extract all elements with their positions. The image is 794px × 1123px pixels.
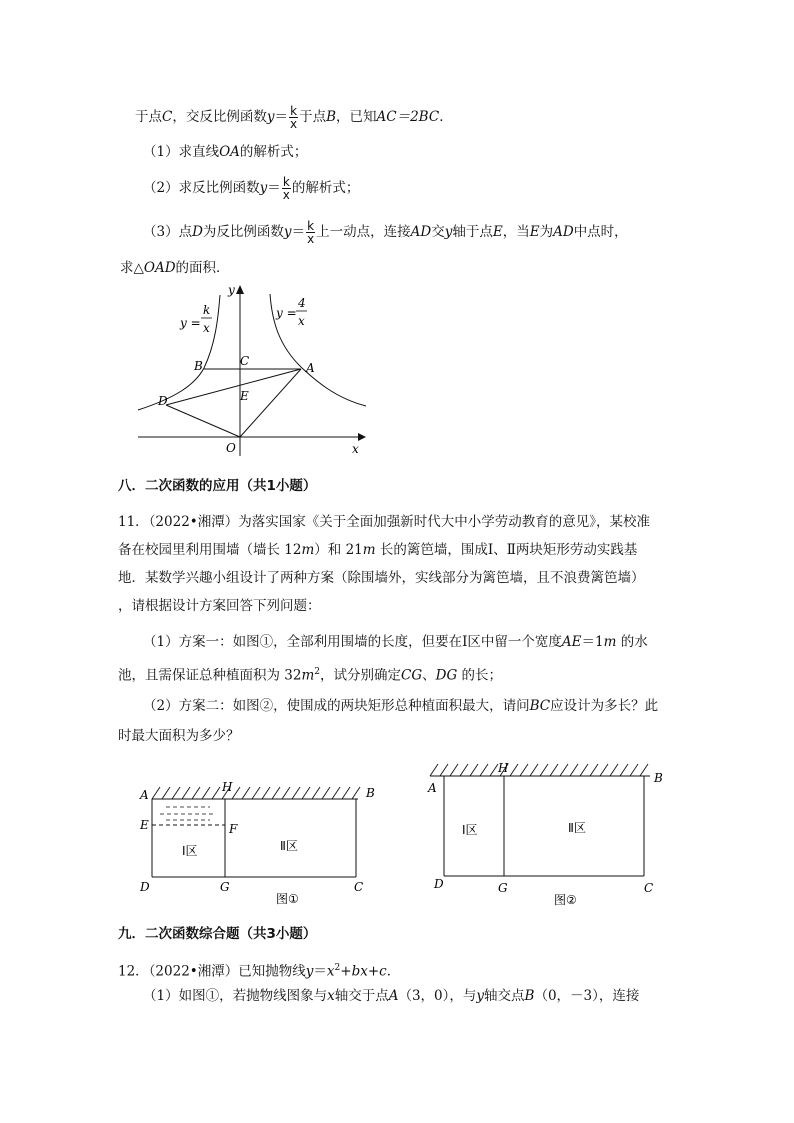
- text: 为落实国家《关于全面加强新时代大中小学劳动教育的意见》，某校准: [238, 514, 651, 530]
- text: 的解析式；: [291, 180, 360, 196]
- label-g: G: [498, 881, 508, 895]
- q12-line1: [118, 958, 400, 982]
- point-label: B: [524, 988, 535, 1004]
- text: ．: [386, 963, 401, 980]
- text: ）和 21: [314, 542, 363, 558]
- var-b: b: [351, 963, 361, 980]
- text: 已知抛物线: [238, 963, 306, 980]
- text: 地．某数学兴趣小组设计了两种方案（除围墙外，实线部分为篱笆墙，且不浪费篱笆墙）: [118, 570, 645, 586]
- var-y: y: [259, 180, 268, 196]
- text: 时最大面积为多少？: [118, 728, 240, 744]
- text: 求△: [120, 260, 144, 276]
- frac-num: k: [282, 175, 290, 189]
- q12-line2: [143, 986, 639, 1006]
- var-c: c: [379, 963, 387, 980]
- text: 中点时，: [573, 224, 628, 240]
- zone-1-label: Ⅰ区: [182, 844, 198, 858]
- q11-line3: [118, 568, 645, 588]
- question-source: （2022•湘潭）: [148, 963, 239, 980]
- text: 的面积．: [175, 260, 230, 276]
- label-e: E: [140, 818, 149, 832]
- text: ．: [439, 109, 453, 125]
- point-label: E: [492, 224, 503, 240]
- q11-scheme1-line1: [143, 632, 648, 652]
- text: ，已知: [336, 109, 377, 125]
- unit: m: [301, 542, 315, 558]
- label-c: C: [354, 880, 364, 894]
- text: 轴交于点: [334, 988, 389, 1004]
- point-coords: （3，0）: [398, 988, 450, 1004]
- segment-label: AD: [553, 224, 574, 240]
- q10-part1: [143, 142, 307, 162]
- text: 的水: [616, 634, 648, 650]
- segment-oa: [240, 369, 301, 437]
- var-y: y: [283, 224, 292, 240]
- frac-num: k: [290, 104, 298, 118]
- frac-den: x: [307, 232, 315, 246]
- point-d-label: D: [158, 394, 168, 408]
- figure-2-caption: 图②: [554, 893, 577, 907]
- zone-2-label: Ⅱ区: [568, 821, 586, 835]
- text: 的解析式；: [239, 144, 308, 160]
- text: 的长；: [457, 667, 503, 684]
- text: 池，且需保证总种植面积为 32: [118, 667, 302, 684]
- text: 备在校园里利用围墙（墙长 12: [118, 542, 302, 558]
- text: ，请根据设计方案回答下列问题：: [118, 598, 321, 614]
- unit: m: [301, 667, 315, 684]
- text: 为反比例函数: [202, 224, 284, 240]
- point-e-label: E: [240, 389, 249, 403]
- triangle-label: OAD: [143, 260, 176, 276]
- figure-2-scheme-two: [420, 758, 680, 908]
- label-d: D: [434, 877, 444, 891]
- var-y: y: [444, 224, 453, 240]
- equals: ＝: [267, 180, 281, 196]
- text: （1）方案一：如图①，全部利用围墙的长度，但要在Ⅰ区中留一个宽度: [143, 634, 562, 650]
- label-g: G: [220, 880, 230, 894]
- var-y: y: [305, 963, 314, 980]
- fraction-k-over-x: [282, 176, 291, 201]
- label-b: B: [366, 786, 375, 800]
- q11-scheme2-line1: [143, 696, 658, 716]
- text: 交: [431, 224, 445, 240]
- question-number: 11．: [118, 514, 149, 530]
- text: 点: [178, 224, 193, 240]
- equals: ＝: [274, 109, 288, 125]
- text: 上一动点，连接: [316, 224, 411, 240]
- section-8-title: 八．二次函数的应用（共1小题）: [118, 478, 317, 494]
- point-coords: （0，－3）: [534, 988, 599, 1004]
- plus: +: [340, 963, 352, 980]
- left-function-num: k: [203, 303, 211, 317]
- right-function-den: x: [298, 314, 305, 328]
- superscript: 2: [334, 963, 341, 973]
- var-x: x: [360, 963, 368, 980]
- unit: m: [362, 542, 376, 558]
- var-y: y: [266, 109, 275, 125]
- q11-line1: [118, 512, 650, 532]
- label-a: A: [140, 788, 149, 802]
- point-c-label: C: [240, 354, 250, 368]
- part-number: （2）: [143, 180, 179, 196]
- wall-hatch: [430, 764, 648, 776]
- text: ，连接: [598, 988, 640, 1004]
- text: （2）方案二：如图②，使围成的两块矩形总种植面积最大，请问: [143, 698, 530, 714]
- segment-da: [166, 369, 301, 405]
- part-number: （3）: [143, 224, 179, 240]
- fraction-k-over-x: [306, 220, 315, 245]
- zone-2-label: Ⅱ区: [280, 839, 298, 853]
- segment-do: [166, 405, 240, 437]
- q11-scheme2-line2: [118, 726, 240, 746]
- label-h: H: [222, 780, 233, 794]
- wall-hatch: [152, 787, 360, 799]
- point-b-label: B: [194, 359, 203, 373]
- var-x: x: [327, 988, 335, 1004]
- point-label: C: [162, 109, 173, 125]
- line-label: OA: [219, 144, 240, 160]
- point-label: B: [326, 109, 337, 125]
- x-axis-label: x: [352, 442, 359, 456]
- left-function-y: y =: [180, 316, 201, 330]
- fraction-k-over-x: [289, 105, 298, 130]
- zone-1-label: Ⅰ区: [462, 823, 478, 837]
- text: ，与: [449, 988, 477, 1004]
- figure-1-scheme-one: [130, 775, 390, 910]
- inverse-function-figure: [130, 280, 380, 465]
- text: 、: [422, 667, 436, 684]
- label-c: C: [644, 881, 654, 895]
- right-function-num: 4: [298, 296, 306, 310]
- point-label: E: [529, 224, 540, 240]
- question-number: 12．: [118, 963, 149, 980]
- y-axis-arrow: [236, 285, 244, 294]
- segment-label: AE: [561, 634, 582, 650]
- y-axis-label: y: [228, 283, 235, 297]
- q11-scheme1-line2: [118, 662, 502, 686]
- text: 应设计为多长？此: [550, 698, 659, 714]
- var-y: y: [476, 988, 485, 1004]
- text: 长的篱笆墙，围成Ⅰ、Ⅱ两块矩形劳动实践基: [375, 542, 638, 558]
- segment-label: DG: [435, 667, 458, 684]
- segment-label: CG: [401, 667, 423, 684]
- q10-part2: [143, 176, 359, 201]
- figure-1-caption: 图①: [276, 892, 299, 906]
- pool-water-marks: [160, 807, 216, 820]
- text: ，交反比例函数: [172, 109, 267, 125]
- origin-label: O: [226, 441, 236, 455]
- point-label: D: [192, 224, 203, 240]
- var-x: x: [326, 963, 335, 980]
- text: 轴交点: [484, 988, 525, 1004]
- label-a: A: [428, 781, 437, 795]
- x-axis-arrow: [358, 433, 366, 441]
- unit: m: [603, 634, 617, 650]
- frac-den: x: [282, 188, 290, 202]
- segment-label: AD: [410, 224, 432, 240]
- left-function-den: x: [203, 321, 210, 335]
- section-9-title: 九．二次函数综合题（共3小题）: [118, 926, 317, 942]
- text: ，试分别确定: [320, 667, 402, 684]
- question-source: （2022•湘潭）: [148, 514, 239, 530]
- label-h: H: [498, 761, 509, 775]
- text: 为: [539, 224, 554, 240]
- part-number: （1）: [143, 144, 179, 160]
- text: （1）如图①，若抛物线图象与: [143, 988, 328, 1004]
- superscript: 2: [314, 667, 321, 677]
- point-a-label: A: [306, 361, 315, 375]
- text: ，当: [502, 224, 530, 240]
- frac-num: k: [307, 219, 315, 233]
- segment-label: BC: [529, 698, 551, 714]
- text: 于点: [299, 109, 327, 125]
- condition: AC＝2BC: [376, 109, 440, 125]
- label-b: B: [654, 771, 663, 785]
- point-label: A: [388, 988, 399, 1004]
- q11-line4: [118, 596, 321, 616]
- label-f: F: [229, 822, 238, 836]
- equals: ＝: [291, 224, 306, 240]
- text: 于点: [135, 109, 162, 125]
- q11-line2: [118, 540, 637, 560]
- q10-part3: [143, 220, 628, 245]
- label-d: D: [140, 880, 150, 894]
- frac-den: x: [289, 117, 298, 131]
- text: 求直线: [178, 144, 220, 160]
- text: 轴于点: [452, 224, 493, 240]
- q10-part3-cont: [120, 258, 230, 278]
- text: 求反比例函数: [178, 180, 260, 196]
- q10-intro-line: [135, 105, 453, 130]
- plus: +: [367, 963, 380, 980]
- right-function-y: y =: [276, 306, 297, 320]
- equals: ＝: [313, 963, 327, 980]
- text: ＝1: [581, 634, 604, 650]
